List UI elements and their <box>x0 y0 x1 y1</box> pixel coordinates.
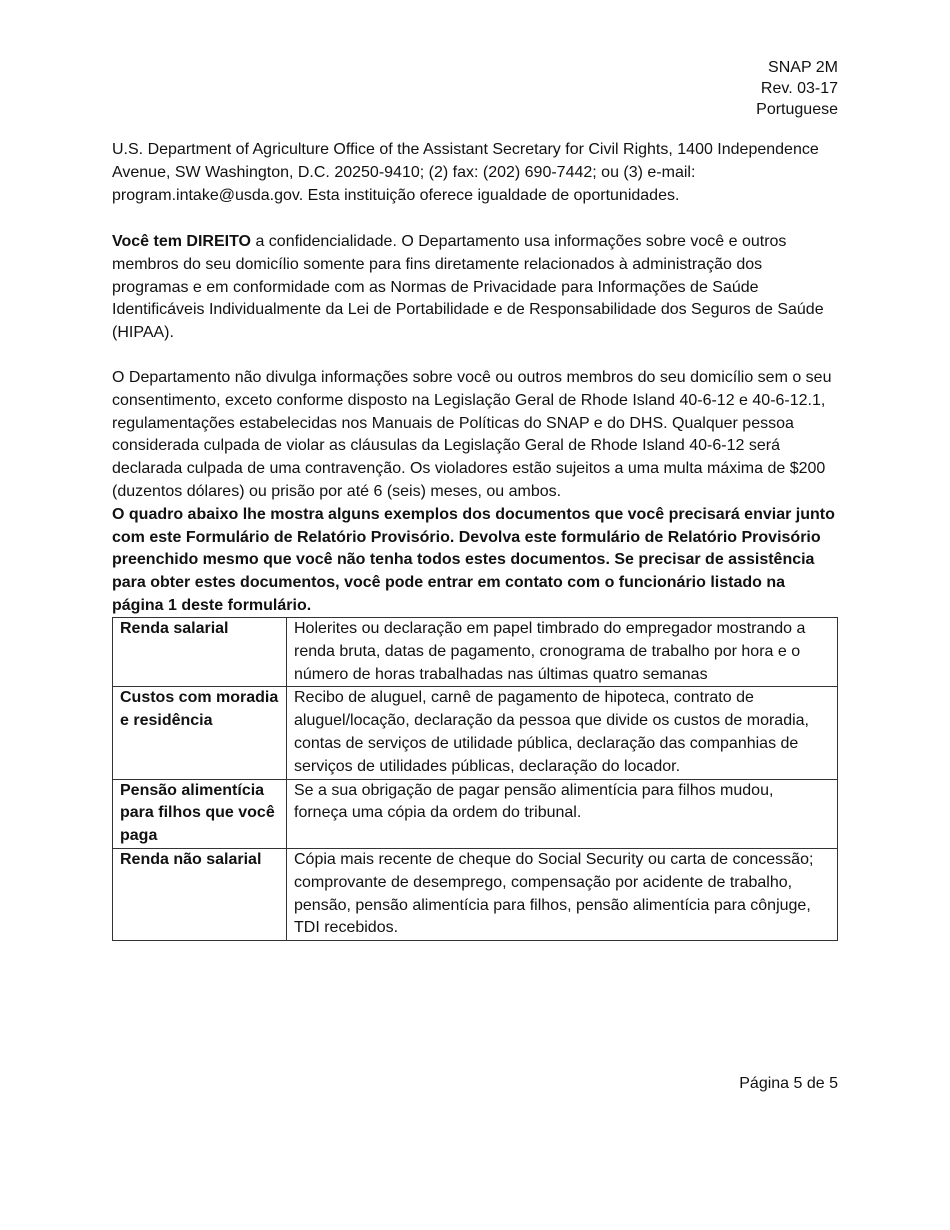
row-label: Custos com moradia e residência <box>113 687 287 779</box>
row-description: Cópia mais recente de cheque do Social Security ou carta de concessão; comprovante de desemprego, compensação por acidente de trabalho, pensão, pensão alimentícia para filhos, pensão alimentícia para cônjuge, TDI recebidos. <box>287 848 838 940</box>
row-description: Se a sua obrigação de pagar pensão alimentícia para filhos mudou, forneça uma cópia da ordem do tribunal. <box>287 779 838 848</box>
disclosure-paragraph: O Departamento não divulga informações sobre você ou outros membros do seu domicílio sem o seu consentimento, exceto conforme disposto na Legislação Geral de Rhode Island 40-6-12 e 40-6-12.1, regulamentações estabelecidas nos Manuais de Políticas do SNAP e do DHS. Qualquer pessoa considerada culpada de violar as cláusulas da Legislação Geral de Rhode Island 40-6-12 será declarada culpada de uma contravenção. Os violadores estão sujeitos a uma multa máxima de $200 (duzentos dólares) ou prisão por até 6 (seis) meses, ou ambos. <box>112 369 832 500</box>
row-description: Recibo de aluguel, carnê de pagamento de hipoteca, contrato de aluguel/locação, declaração da pessoa que divide os custos de moradia, contas de serviços de utilidade pública, declaração das companhias de serviços de utilidades públicas, declaração do locador. <box>287 687 838 779</box>
row-label: Pensão alimentícia para filhos que você paga <box>113 779 287 848</box>
table-row <box>113 687 838 779</box>
form-revision: Rev. 03-17 <box>760 80 838 97</box>
form-language: Portuguese <box>756 101 838 118</box>
table-row <box>113 618 838 687</box>
confidentiality-paragraph <box>112 231 838 345</box>
disclosure-section <box>112 367 838 618</box>
row-label: Renda não salarial <box>113 848 287 940</box>
page-number: Página 5 de 5 <box>739 1075 838 1092</box>
table-row <box>113 848 838 940</box>
confidentiality-text: a confidencialidade. O Departamento usa informações sobre você e outros membros do seu domicílio somente para fins diretamente relacionados à administração dos programas e em conformidade com as Normas de Privacidade para Informações de Saúde Identificáveis Individualmente da Lei de Portabilidade e de Responsabilidade dos Seguros de Saúde (HIPAA). <box>112 233 824 342</box>
form-header <box>756 57 838 120</box>
row-description: Holerites ou declaração em papel timbrado do empregador mostrando a renda bruta, datas de pagamento, cronograma de trabalho por hora e o número de horas trabalhadas nas últimas quatro semanas <box>287 618 838 687</box>
confidentiality-lead: Você tem DIREITO <box>112 233 251 250</box>
form-id: SNAP 2M <box>768 59 838 76</box>
table-row <box>113 779 838 848</box>
documents-table <box>112 617 838 941</box>
contact-paragraph: U.S. Department of Agriculture Office of the Assistant Secretary for Civil Rights, 1400 Independence Avenue, SW Washington, D.C. 20250-9410; (2) fax: (202) 690-7442; ou (3) e-mail: program.intake@usda.gov. Esta instituição oferece igualdade de oportunidades. <box>112 141 819 204</box>
documents-note: O quadro abaixo lhe mostra alguns exemplos dos documentos que você precisará enviar junto com este Formulário de Relatório Provisório. Devolva este formulário de Relatório Provisório preenchido mesmo que você não tenha todos estes documentos. Se precisar de assistência para obter estes documentos, você pode entrar em contato com o funcionário listado na página 1 deste formulário. <box>112 505 835 614</box>
row-label: Renda salarial <box>113 618 287 687</box>
